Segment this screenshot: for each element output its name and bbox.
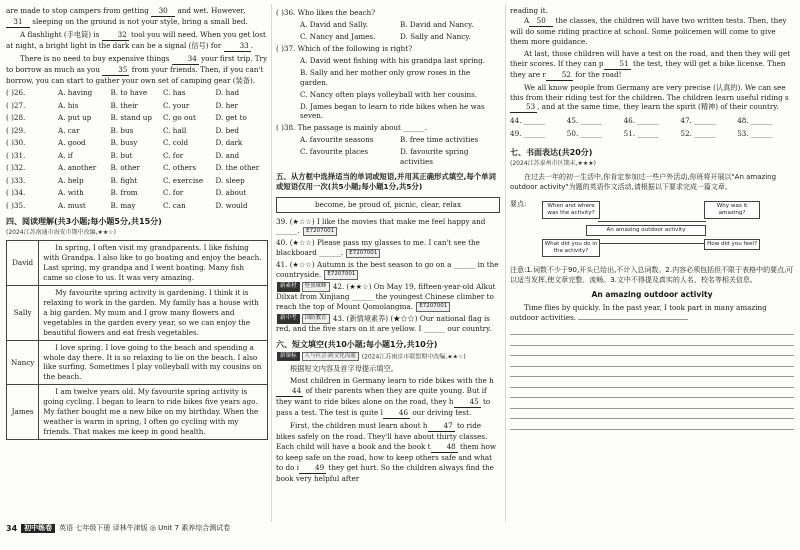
blank-47: 47 — [428, 421, 455, 432]
cloze-paragraph-2: A flashlight (手电筒) is 32 tool you will need. When you get lost at night, a bright light in the dark can be a signal (信号) for 33 . — [6, 29, 266, 50]
option-row: ( )29. A. car B. bus C. hall D. bed — [6, 125, 240, 135]
diagram-box-why: Why was it amazing? — [704, 201, 760, 219]
word-box: become, be proud of, picnic, clear, relax — [276, 197, 500, 213]
essay-start: Time flies by quickly. In the past year, I took part in many amazing outdoor activities. — [510, 303, 767, 322]
blank-30: 30 — [151, 6, 175, 17]
option-row: ( )27. A. his B. their C. your D. her — [6, 100, 238, 110]
question-38: ( )38. The passage is mainly about ______. — [276, 123, 428, 133]
section-4-title: 四、阅读理解(共3小题;每小题5分,共15分) — [6, 216, 162, 226]
blank-32: 32 — [102, 30, 129, 41]
writing-line[interactable] — [510, 325, 794, 336]
blank-48: 48 — [431, 442, 458, 453]
reading-row — [7, 285, 268, 340]
reading-person: Nancy — [7, 340, 39, 385]
passage-paragraph-3: reading it. A 50 the classes, the children will have two written tests. Then, they will do some riding practice at school. Some policemen will come to give them more guidance. — [510, 6, 787, 46]
question-41: 41. (★☆☆) Autumn is the best season to go on a ______ in the countryside. E7207001 — [276, 260, 499, 280]
writing-task: 在过去一年的初一生活中,你肯定参加过一些户外活动,你班将开展以"An amazing outdoor activity"为题的英语作文活动,请根据以下要求完成一篇文章。 — [510, 172, 777, 192]
passage-paragraph-4: At last, those children will have a test on the road, and then they will get their scores. If they can p 51 the test, they will get a bike license. Then they are r 52 for the road! — [510, 48, 791, 79]
blank-31: 31 — [6, 17, 30, 28]
option-row: ( )28. A. put up B. stand up C. go out D. get to — [6, 113, 247, 123]
section-4-source: (2024江苏南通市海安市期中改编,★★☆) — [6, 228, 116, 236]
reading-text: In spring, I often visit my grandparents. I like fishing with Grandpa. I also like to go boating and enjoy the beach. Last spring, my grandpa and I went boating. Many fish came so close to us. It was very amazing. — [39, 241, 268, 286]
diagram-box-when-where: When and where was the activity? — [542, 201, 600, 219]
diagram-box-feel: How did you feel? — [704, 239, 760, 250]
option-row: ( )30. A. good B. busy C. cold D. dark — [6, 138, 243, 148]
blank-51: 51 — [604, 59, 631, 70]
reading-row — [7, 385, 268, 440]
reading-row — [7, 340, 268, 385]
diagram-box-what: What did you do in the activity? — [542, 239, 600, 257]
reading-person: James — [7, 385, 39, 440]
blank-45: 45 — [454, 397, 481, 408]
blank-52: 52 — [546, 70, 573, 81]
option-row: ( )26. A. having B. to have C. has D. had — [6, 88, 240, 98]
reading-row — [7, 241, 268, 286]
writing-line[interactable] — [510, 335, 794, 346]
blank-53: 53 — [510, 102, 537, 113]
blank-44: 44 — [276, 386, 303, 397]
points-diagram: 要点: When and where was the activity? Why was it amazing? An amazing outdoor activity What did you do in the activity? How did you feel? — [510, 197, 794, 261]
writing-line[interactable] — [510, 398, 794, 409]
writing-line[interactable] — [510, 377, 794, 388]
writing-line[interactable] — [510, 367, 794, 378]
page-number: 34 — [6, 524, 18, 533]
page-footer — [6, 523, 230, 534]
cloze-paragraph-3: There is no need to buy expensive things 34 your first trip. Try to borrow as much as you 35 from your friends. Then, if you can't borrow, you can start to gather your own set of camping gear (装备). — [6, 53, 268, 85]
question-43: 新中考 国防教育 43. (新情境素养) (★☆☆) Our national flag is red, and the five stars on it are yellow. I ______ our country. — [276, 313, 492, 333]
reading-text: My favourite spring activity is gardening. I think it is relaxing to work in the garden. My family has a house with a big garden. My mum and I grow many flowers and vegetables in the garden every year, so we can enjoy the beautiful flowers and eat fresh vegetables. — [39, 285, 268, 340]
blank-34: 34 — [172, 54, 199, 65]
reading-text: I am twelve years old. My favourite spring activity is going cycling. I began to learn to ride bikes five years ago. My father bought me a new bike on my birthday. When the weather is warm in spring, I often go cycling with my friends. That makes me keep in good health. — [39, 385, 268, 440]
option-row: ( )31. A. if B. but C. for D. and — [6, 150, 240, 160]
section-6-source: 新课标 人与社会·跨文化沟通 (2024江苏南京市联盟期中改编,★★☆) — [276, 352, 500, 362]
question-37: ( )37. Which of the following is right? — [276, 43, 413, 53]
writing-line[interactable] — [510, 346, 794, 357]
brand-label: 初中练卷 — [21, 524, 55, 534]
writing-note: 注意:1.词数不少于90,开头已给出,不计入总词数。2.内容必须包括但不限于表格中的要点,可以适当发挥,使文章完整、流畅。3.文中不得提及真实的人名、校名等相关信息。 — [510, 265, 794, 285]
answer-lines-1: 44. ______ 45. ______ 46. ______ 47. ______ 48. ______ — [510, 116, 773, 126]
question-40: 40. (★☆☆) Please pass my glasses to me. I can't see the blackboard ______. E7207001 — [276, 238, 480, 258]
reading-text: I love spring. I love going to the beach and spending a whole day there. It is so relaxing to lie on the beach. I also like surfing. Sometimes I play volleyball with my cousins on the beach. — [39, 340, 268, 385]
reading-person: Sally — [7, 285, 39, 340]
cloze-options — [6, 88, 268, 211]
writing-lines — [510, 325, 794, 430]
option-row: ( )35. A. must B. may C. can D. would — [6, 200, 248, 210]
section-6-title: 六、短文填空(共10小题;每小题1分,共10分) — [276, 339, 438, 349]
section-5-title: 五、从方框中选择适当的单词或短语,并用其正确形式填空,每个单词或短语仅用一次(共5小题;每小题1分,共5分) — [276, 172, 496, 192]
column-divider-2 — [505, 4, 506, 522]
column-left — [6, 6, 268, 440]
column-divider — [271, 4, 272, 522]
column-right — [510, 6, 794, 430]
column-middle: ( )36. Who likes the beach? A. David and Sally. B. David and Nancy. C. Nancy and James. D. Sally and Nancy. ( )37. Which of the following is right? A. David went fishing with his grandpa last spring. B. Sally and her mother only grow roses in the garden. C. Nancy often plays volleyball with her cousins. D. James began to learn to ride bikes when he was seven. ( )38. The passage is mainly about ______. A. favourite seasons B. free time activities C. favourite places D. favourite spring activities 五、从方框中选择适当的单词或短语,并用其正确形式填空,每个单词或短语仅用一次(共5小题;每小题1分,共5分) become, be proud of, picnic, clear, relax 39. (★☆☆) I like the movies that make me feel happy and ______. E7207001 40. (★☆☆) Please pass my glasses to me. I can't see the blackboard ______. E7207001 41. (★☆☆) Autumn is the best season to go on a ______ in the countryside. E7207001 新素材 登顶珠峰 42. (★★☆) On May 19, fifteen-year-old Alkut Dilxat from Xinjiang ______ the youngest Chinese climber to reach the top of Mount Qomolangma. E7207001 新中考 国防教育 43. (新情境素养) (★☆☆) Our national flag is red, and the five stars on it are yellow. I ______ our country. 六、短文填空(共10小题;每小题1分,共10分) 新课标 人与社会·跨文化沟通 (2024江苏南京市联盟期中改编,★★☆) 根据短文内容及首字母提示填空。 Most children in Germany learn to ride bikes with the h44 of their parents when they are quite young. But if they want to ride bikes alone on the road, they h 45 to pass a test. The test is quite l 46 our driving test. First, the children must learn about h 47 to ride bikes safely on the road. They'll have about thirty classes. Each child will have a book and the book t 48 them how to keep safe on the road, how to keep others safe and what to do i 49 they get hurt. So the children always find the book very helpful after — [276, 8, 499, 483]
question-36: ( )36. Who likes the beach? — [276, 8, 376, 17]
writing-line[interactable] — [510, 419, 794, 430]
footer-subject: 英语 七年级下册 译林牛津版 ◎ Unit 7 素养综合测试卷 — [59, 523, 231, 532]
diagram-box-center: An amazing outdoor activity — [586, 225, 706, 236]
blank-35: 35 — [102, 65, 129, 76]
question-42: 新素材 登顶珠峰 42. (★★☆) On May 19, fifteen-year-old Alkut Dilxat from Xinjiang ______ the youngest Chinese climber to reach the top of Mount Qomolangma. E7207001 — [276, 282, 496, 311]
reading-person: David — [7, 241, 39, 286]
essay-title: An amazing outdoor activity — [591, 289, 713, 299]
cloze-paragraph-1: are made to stop campers from getting 30 and wet. However, 31 sleeping on the ground is not your style, bring a small bed. — [6, 6, 248, 26]
writing-line[interactable] — [510, 388, 794, 399]
question-39: 39. (★☆☆) I like the movies that make me feel happy and ______. E7207001 — [276, 216, 486, 236]
option-row: ( )32. A. another B. other C. others D. the other — [6, 163, 260, 173]
blank-46: 46 — [383, 408, 410, 419]
writing-line[interactable] — [510, 409, 794, 420]
passage-paragraph-5: We all know people from Germany are very precise (认真的). We can see this from their riding test for the children. The children learn useful riding s53 , and at the same time, they learn the spirit (精神) of their country. — [510, 82, 789, 112]
section-6-intro: 根据短文内容及首字母提示填空。 — [290, 364, 398, 374]
option-row: ( )34. A. with B. from C. for D. about — [6, 188, 247, 198]
writing-line[interactable] — [510, 356, 794, 367]
passage-paragraph-1: Most children in Germany learn to ride bikes with the h44 of their parents when they are quite young. But if they want to ride bikes alone on the road, they h 45 to pass a test. The test is quite l 46 our driving test. — [276, 376, 494, 418]
blank-49: 49 — [299, 463, 326, 474]
answer-lines-2: 49. ______ 50. ______ 51. ______ 52. ______ 53. ______ — [510, 129, 773, 139]
section-7-source: (2024江苏泰州市区期末,★★★) — [510, 160, 596, 168]
option-row: ( )33. A. help B. fight C. exercise D. sleep — [6, 175, 245, 185]
section-7-title: 七、书面表达(共20分) — [510, 148, 593, 158]
blank-33: 33 — [224, 41, 251, 52]
reading-table — [6, 240, 268, 440]
blank-50: 50 — [529, 16, 553, 27]
passage-paragraph-2: First, the children must learn about h 47 to ride bikes safely on the road. They'll have about thirty classes. Each child will have a book and the book t 48 them how to keep safe on the road, how to keep others safe and what to do i 49 they get hurt. So the children always find the book very helpful after — [276, 421, 496, 483]
